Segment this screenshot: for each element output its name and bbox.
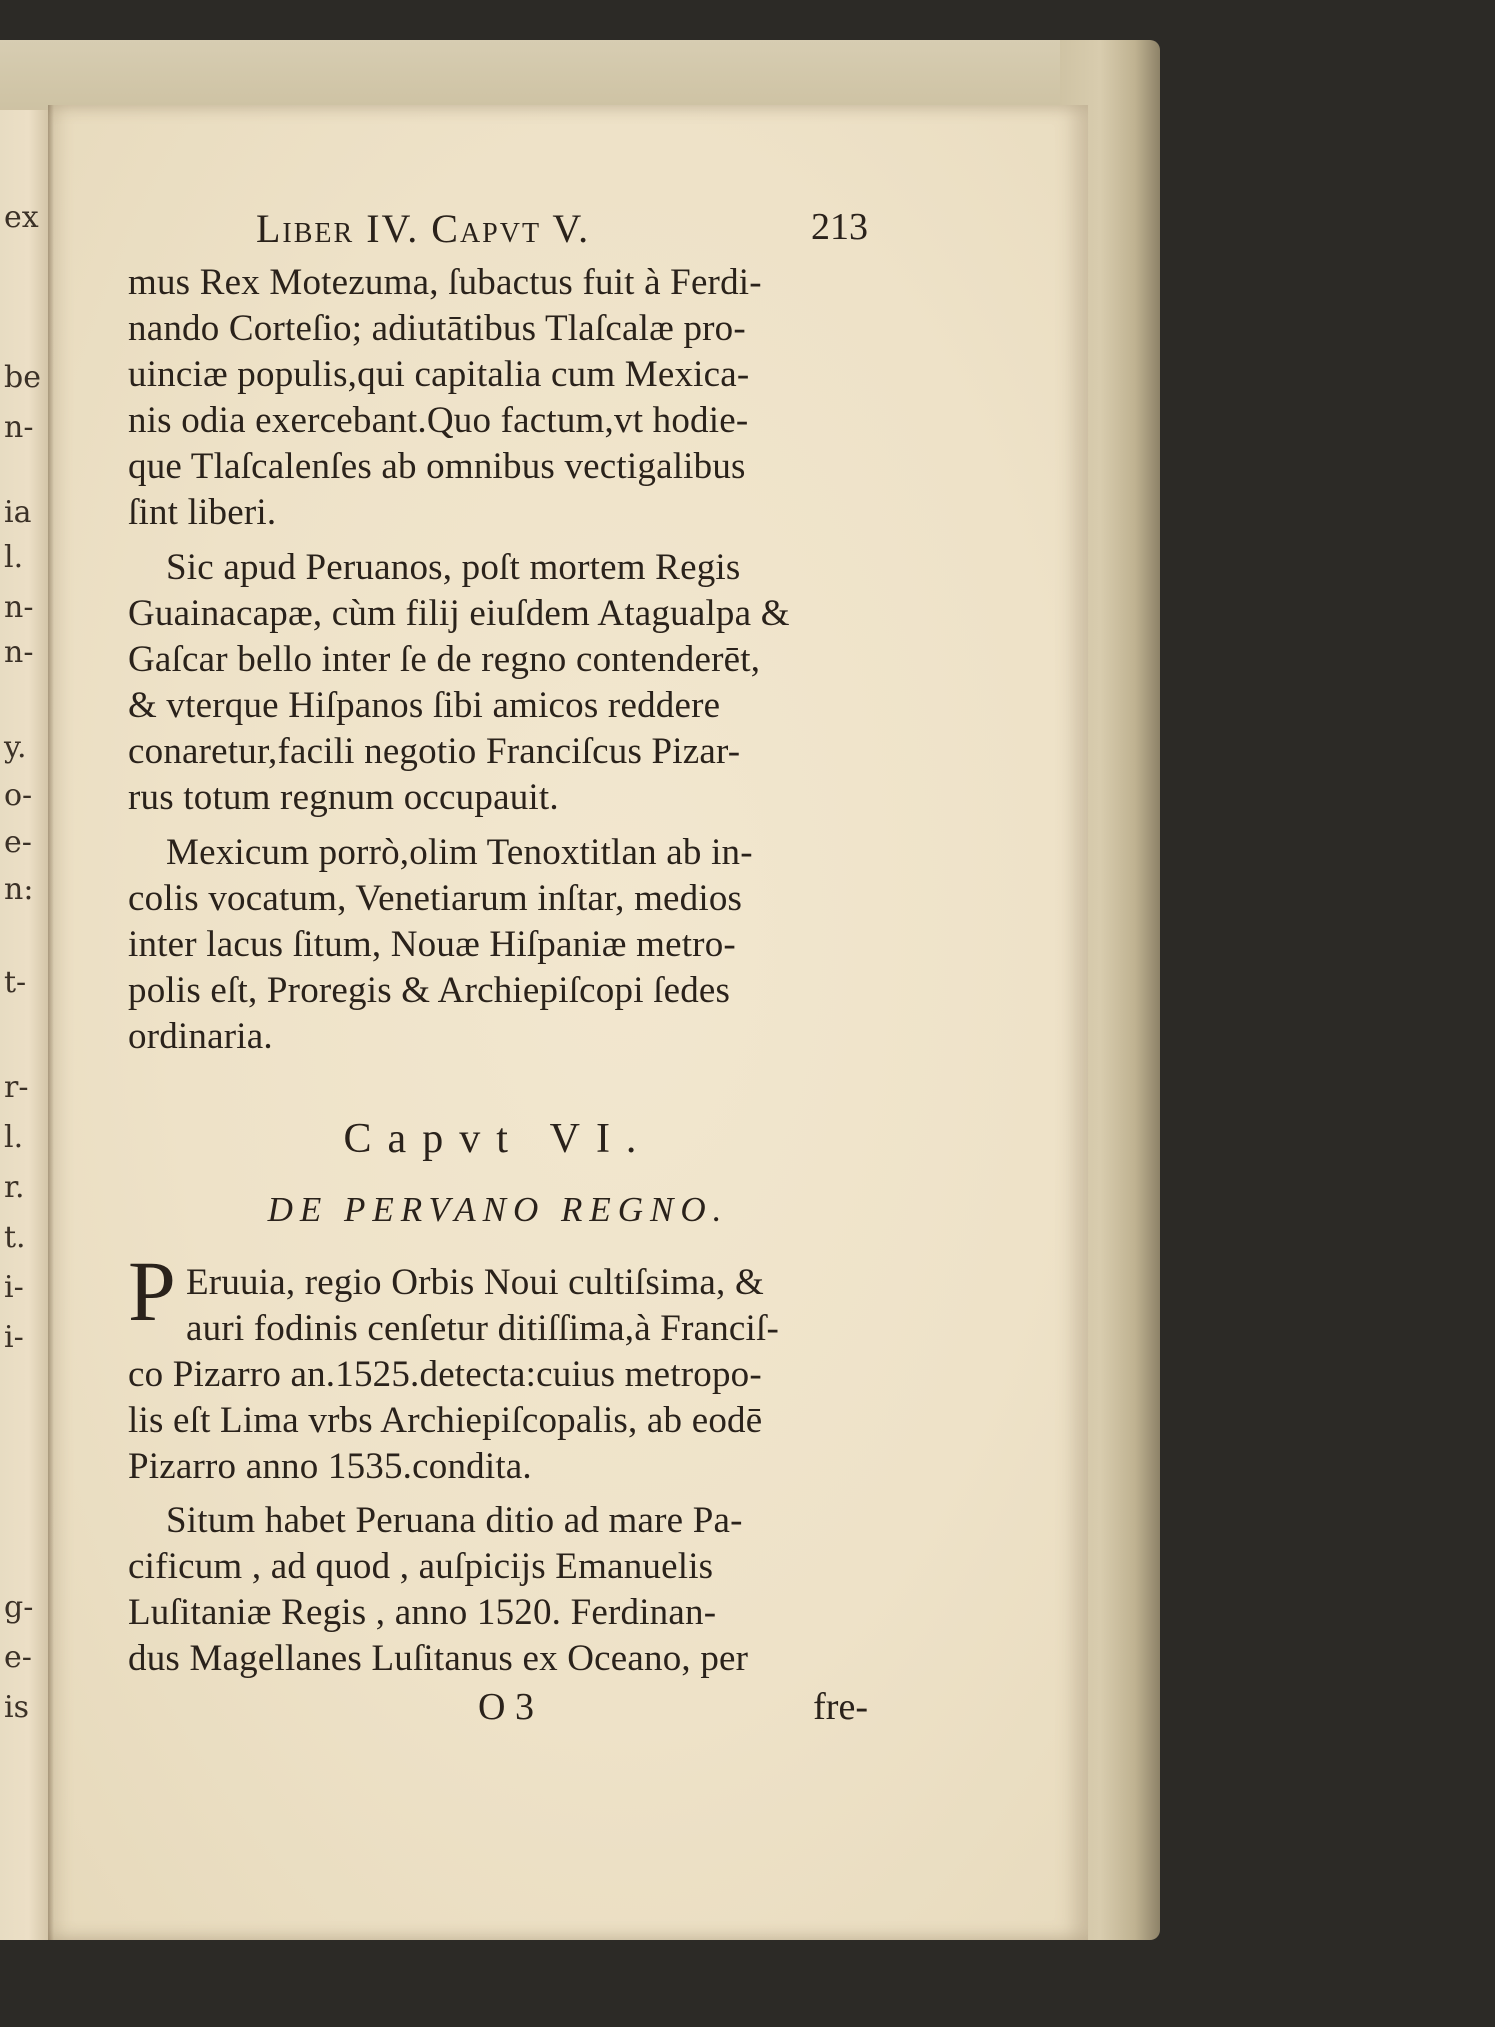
text-line: nando Corteſio; adiutātibus Tlaſcalæ pro- bbox=[128, 308, 746, 349]
text-line: Pizarro anno 1535.condita. bbox=[128, 1446, 532, 1487]
left-fragment: r. bbox=[4, 1170, 25, 1205]
text-line: mus Rex Motezuma, ſubactus fuit à Ferdi- bbox=[128, 262, 762, 303]
text-line: Guainacapæ, cùm filij eiuſdem Atagualpa & bbox=[128, 593, 790, 634]
left-fragment: l. bbox=[4, 540, 24, 575]
running-head-title: Liber IV. Capvt V. bbox=[256, 206, 591, 251]
text-line: lis eſt Lima vrbs Archiepiſcopalis, ab eodē bbox=[128, 1400, 763, 1441]
left-fragment: o- bbox=[4, 778, 33, 813]
left-fragment: i- bbox=[4, 1270, 24, 1305]
left-fragment: n: bbox=[4, 872, 34, 907]
left-fragment: is bbox=[4, 1690, 29, 1725]
text-line: ſint liberi. bbox=[128, 492, 277, 533]
text-line: nis odia exercebant.Quo factum,vt hodie- bbox=[128, 400, 749, 441]
text-line: co Pizarro an.1525.detecta:cuius metropo- bbox=[128, 1354, 762, 1395]
chapter-subtitle: DE PERVANO REGNO. bbox=[267, 1190, 729, 1229]
left-fragment: i- bbox=[4, 1320, 24, 1355]
left-page-sliver bbox=[0, 110, 52, 1940]
left-fragment: g- bbox=[4, 1590, 34, 1625]
drop-cap: P bbox=[128, 1243, 176, 1339]
left-fragment: t. bbox=[4, 1220, 26, 1255]
text-line: Luſitaniæ Regis , anno 1520. Ferdinan- bbox=[128, 1592, 717, 1633]
left-fragment: n- bbox=[4, 635, 34, 670]
text-line: uinciæ populis,qui capitalia cum Mexica- bbox=[128, 354, 750, 395]
text-line: que Tlaſcalenſes ab omnibus vectigalibus bbox=[128, 446, 746, 487]
left-fragment: be bbox=[4, 360, 41, 395]
text-line: Gaſcar bello inter ſe de regno contenderēt, bbox=[128, 639, 761, 680]
left-fragment: ex bbox=[4, 200, 39, 235]
text-line: auri fodinis cenſetur ditiſſima,à Franciſ- bbox=[186, 1308, 780, 1349]
chapter-heading: Capvt VI. bbox=[343, 1116, 653, 1162]
left-fragment: r- bbox=[4, 1070, 29, 1105]
text-line: colis vocatum, Venetiarum inſtar, medios bbox=[128, 878, 743, 919]
left-fragment: t- bbox=[4, 965, 27, 1000]
page-gutter bbox=[48, 105, 54, 1940]
left-fragment: n- bbox=[4, 590, 34, 625]
text-line: cificum , ad quod , auſpicijs Emanuelis bbox=[128, 1546, 714, 1587]
text-line: inter lacus ſitum, Nouæ Hiſpaniæ metro- bbox=[128, 924, 736, 965]
signature-mark: O 3 bbox=[478, 1686, 534, 1728]
text-line: conaretur,facili negotio Franciſcus Pizar- bbox=[128, 731, 741, 772]
text-line: Sic apud Peruanos, poſt mortem Regis bbox=[166, 547, 741, 588]
text-line: polis eſt, Proregis & Archiepiſcopi ſedes bbox=[128, 970, 731, 1011]
text-line: dus Magellanes Luſitanus ex Oceano, per bbox=[128, 1638, 749, 1679]
text-line: rus totum regnum occupauit. bbox=[128, 777, 559, 818]
left-fragment: l. bbox=[4, 1120, 24, 1155]
left-fragment: n- bbox=[4, 410, 34, 445]
page-number: 213 bbox=[811, 206, 868, 248]
text-line: Situm habet Peruana ditio ad mare Pa- bbox=[166, 1500, 743, 1541]
left-fragment: y. bbox=[4, 730, 27, 765]
text-line: Mexicum porrò,olim Tenoxtitlan ab in- bbox=[166, 832, 753, 873]
left-fragment: e- bbox=[4, 825, 32, 860]
left-fragment: ia bbox=[4, 495, 32, 530]
text-line: Eruuia, regio Orbis Noui cultiſsima, & bbox=[186, 1262, 764, 1303]
text-line: ordinaria. bbox=[128, 1016, 273, 1057]
left-fragment: e- bbox=[4, 1640, 32, 1675]
catchword: fre- bbox=[813, 1686, 868, 1728]
text-line: & vterque Hiſpanos ſibi amicos reddere bbox=[128, 685, 721, 726]
running-head bbox=[128, 205, 868, 255]
